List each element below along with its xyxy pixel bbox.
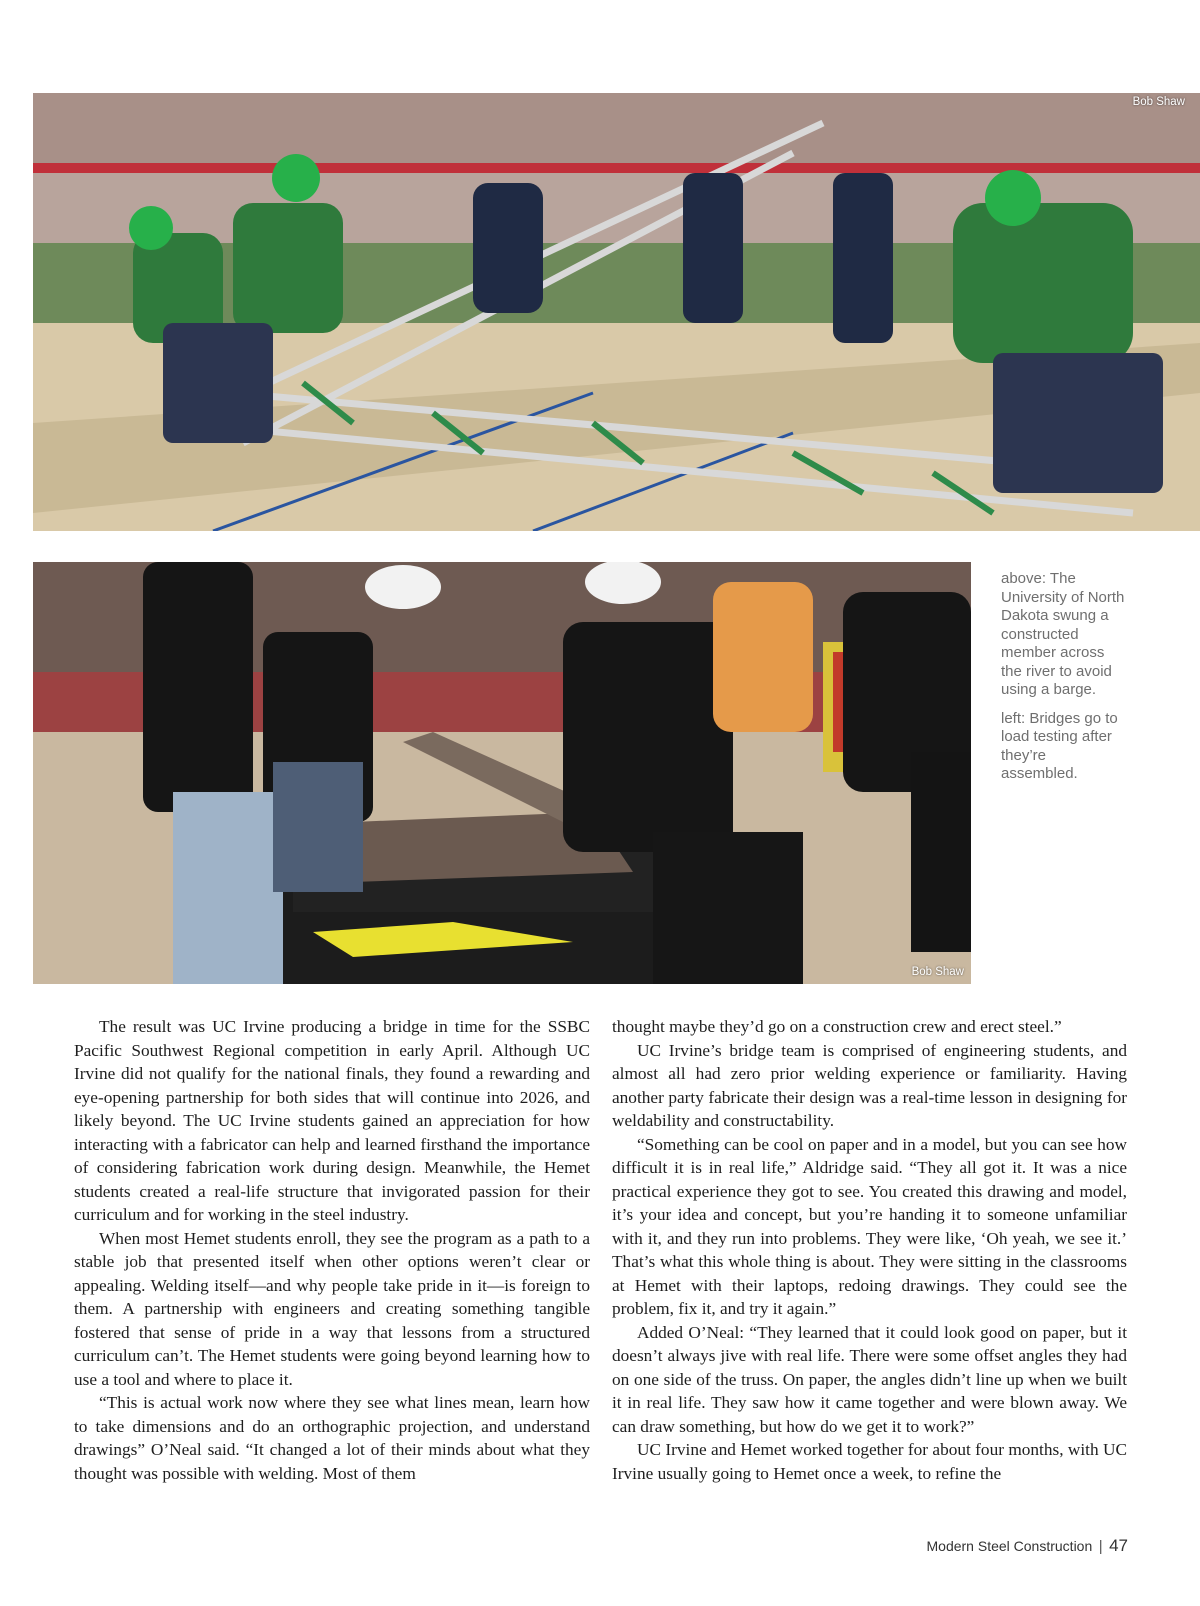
photo-captions (1001, 570, 1126, 794)
publication-name: Modern Steel Construction (926, 1538, 1093, 1554)
paragraph: UC Irvine’s bridge team is comprised of engineering students, and almost all had zero prior welding experience or familiarity. Having another party fabricate their design was a real-time lesson in designing for weldability and constructability. (612, 1040, 1127, 1130)
page-number: 47 (1109, 1536, 1128, 1555)
paragraph: “This is actual work now where they see what lines mean, learn how to take dimensions and do an orthographic projection, and understand drawings” O’Neal said. “It changed a lot of their minds about what they thought was possible with welding. Most of them (74, 1393, 590, 1483)
paragraph: When most Hemet students enroll, they see the program as a path to a stable job that presented itself when other options weren’t clear or appealing. Welding itself—and why people take pride in it—is foreign to them. A partnership with engineers and creating something tangible fostered that sense of pride in a way that lessons from a structured curriculum can’t. The Hemet students were going beyond learning how to use a tool and where to place it. (74, 1228, 590, 1389)
footer-separator: | (1098, 1538, 1103, 1555)
photo-bridge-truss-swing (33, 93, 1200, 531)
caption-above: above: The University of North Dakota swung a constructed member across the river to avoid using a barge. (1001, 570, 1125, 698)
photo-load-testing (33, 562, 971, 984)
photo-credit: Bob Shaw (911, 966, 964, 978)
photo-bridge-truss-swing-image (33, 93, 1200, 531)
photo-load-testing-image (33, 562, 971, 984)
paragraph: UC Irvine and Hemet worked together for about four months, with UC Irvine usually going to Hemet once a week, to refine the (612, 1440, 1127, 1483)
photo-credit: Bob Shaw (1132, 96, 1185, 108)
paragraph: “Something can be cool on paper and in a model, but you can see how difficult it is in real life,” Aldridge said. “They all got it. It was a nice practical experience they got to see. You created this drawing and model, it’s your idea and concept, but you’re handing it to someone unfamiliar with it, and they run into problems. They were like, ‘Oh yeah, we see it.’ That’s what this whole thing is about. They were sitting in the classrooms at Hemet with their laptops, redoing drawings. They could see the problem, fix it, and try it again.” (612, 1134, 1127, 1318)
article-column-left (74, 1015, 590, 1485)
article-column-right (612, 1015, 1127, 1485)
paragraph: Added O’Neal: “They learned that it could look good on paper, but it doesn’t always jive with real life. There were some offset angles they had on one side of the truss. On paper, the angles didn’t line up when we built it in real life. They saw how it came together and were blown away. We can draw something, but how do we get it to work?” (612, 1322, 1127, 1436)
paragraph: thought maybe they’d go on a construction crew and erect steel.” (612, 1017, 1062, 1036)
paragraph: The result was UC Irvine producing a bridge in time for the SSBC Pacific Southwest Regional competition in early April. Although UC Irvine did not qualify for the national finals, they found a rewarding and eye-opening partnership for both sides that will continue into 2026, and likely beyond. The UC Irvine students gained an appreciation for how interacting with a fabricator can help and learned firsthand the importance of considering fabrication work during design. Meanwhile, the Hemet students created a real-life structure that invigorated passion for their curriculum and for working in the steel industry. (74, 1017, 590, 1224)
caption-left: left: Bridges go to load testing after they’re assembled. (1001, 709, 1118, 782)
page-footer (927, 1536, 1129, 1556)
